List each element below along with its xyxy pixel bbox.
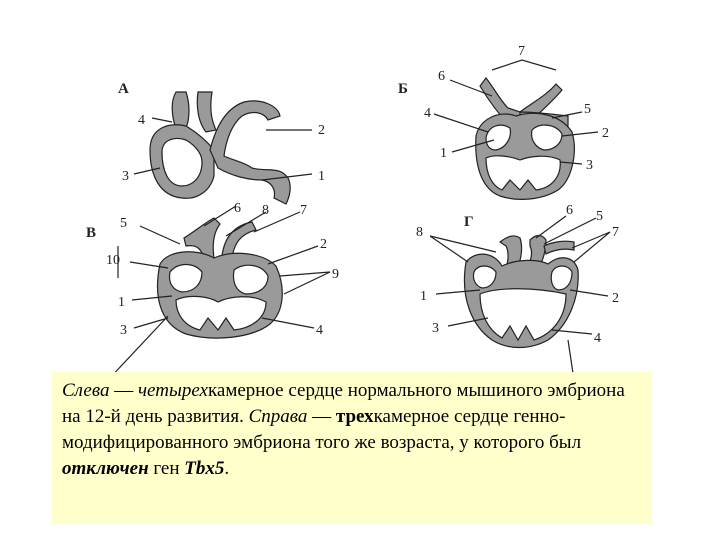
panel-g-vessel-branch	[544, 241, 574, 254]
panel-g-letter: Г	[464, 214, 474, 230]
panel-a-label-1: 1	[318, 169, 325, 184]
panel-v-label-1: 1	[118, 295, 125, 310]
panel-v-arrow-6	[204, 206, 236, 226]
panel-v-label-2: 2	[320, 237, 327, 252]
caption-box	[52, 372, 652, 524]
panel-v-arrow-5	[140, 226, 180, 244]
panel-g	[416, 203, 619, 380]
panel-b-label-3: 3	[586, 158, 593, 173]
panel-v-label-4: 4	[316, 323, 323, 338]
panel-v-letter: В	[86, 225, 97, 241]
caption-three: трех	[335, 406, 374, 427]
caption-gene: Tbx5	[184, 458, 225, 479]
caption-left: Слева	[62, 380, 110, 401]
panel-g-label-4: 4	[594, 331, 601, 346]
panel-g-label-7: 7	[612, 225, 619, 240]
caption-four: четырех	[137, 380, 208, 401]
panel-b-arrow-4	[434, 114, 488, 132]
panel-g-arrow-7a	[572, 232, 610, 248]
panel-b-label-2: 2	[602, 126, 609, 141]
caption-text-2: камерное сердце генно-модифицированного эмбриона того же возраста, у которого был	[62, 406, 582, 453]
panel-g-arrow-5	[544, 218, 596, 244]
panel-v-arrow-3	[134, 318, 168, 328]
panel-g-arrow-8b	[430, 236, 496, 252]
panel-v-label-3: 3	[120, 323, 127, 338]
caption-dash-2: —	[307, 406, 336, 427]
panel-v-label-8: 8	[262, 203, 269, 218]
panel-a-label-4: 4	[138, 113, 145, 128]
caption-right: Справа	[248, 406, 308, 427]
panel-b-label-7: 7	[518, 44, 525, 59]
panel-a-inflow-tube	[197, 92, 216, 132]
panel-a-letter: А	[118, 81, 129, 97]
panel-a-right-loop	[210, 101, 290, 204]
panel-v-label-7: 7	[300, 203, 307, 218]
panel-g-label-5: 5	[596, 209, 603, 224]
panel-a-outflow-tube	[172, 92, 189, 128]
caption-dash-1: —	[109, 380, 138, 401]
caption-period: .	[224, 458, 230, 479]
panel-b-ventricles	[486, 156, 560, 190]
panel-b-label-4: 4	[424, 106, 431, 121]
panel-g-label-1: 1	[420, 289, 427, 304]
caption-text-3: ген	[148, 458, 185, 479]
panel-b-letter: Б	[398, 81, 408, 97]
panel-g-label-6: 6	[566, 203, 573, 218]
panel-g-arrow-8a	[430, 236, 468, 262]
panel-v-arrow-2	[268, 246, 318, 264]
panel-a-arrow-4	[152, 118, 172, 122]
panel-b-label-6: 6	[438, 69, 445, 84]
panel-v	[86, 201, 339, 380]
panel-v-label-9: 9	[332, 267, 339, 282]
panel-g-label-3: 3	[432, 321, 439, 336]
caption-disabled: отключен	[62, 458, 149, 479]
panel-g-arrow-7b	[574, 232, 610, 262]
panel-b-arrow-7	[492, 60, 556, 70]
panel-v-vessel-right	[222, 222, 256, 258]
panel-g-label-2: 2	[612, 291, 619, 306]
panel-a	[118, 81, 325, 204]
panel-b	[398, 44, 609, 199]
panel-v-label-10: 10	[106, 253, 120, 268]
panel-b-label-5: 5	[584, 102, 591, 117]
panel-a-label-2: 2	[318, 123, 325, 138]
caption-text-1: камерное сердце нормального мышиного эмбриона на 12-й день развития.	[62, 380, 625, 427]
panel-v-label-6: 6	[234, 201, 241, 216]
panel-a-label-3: 3	[122, 169, 129, 184]
panel-b-label-1: 1	[440, 146, 447, 161]
panel-v-label-5: 5	[120, 216, 127, 231]
panel-g-label-8: 8	[416, 225, 423, 240]
panel-v-pointer-left	[108, 316, 168, 380]
